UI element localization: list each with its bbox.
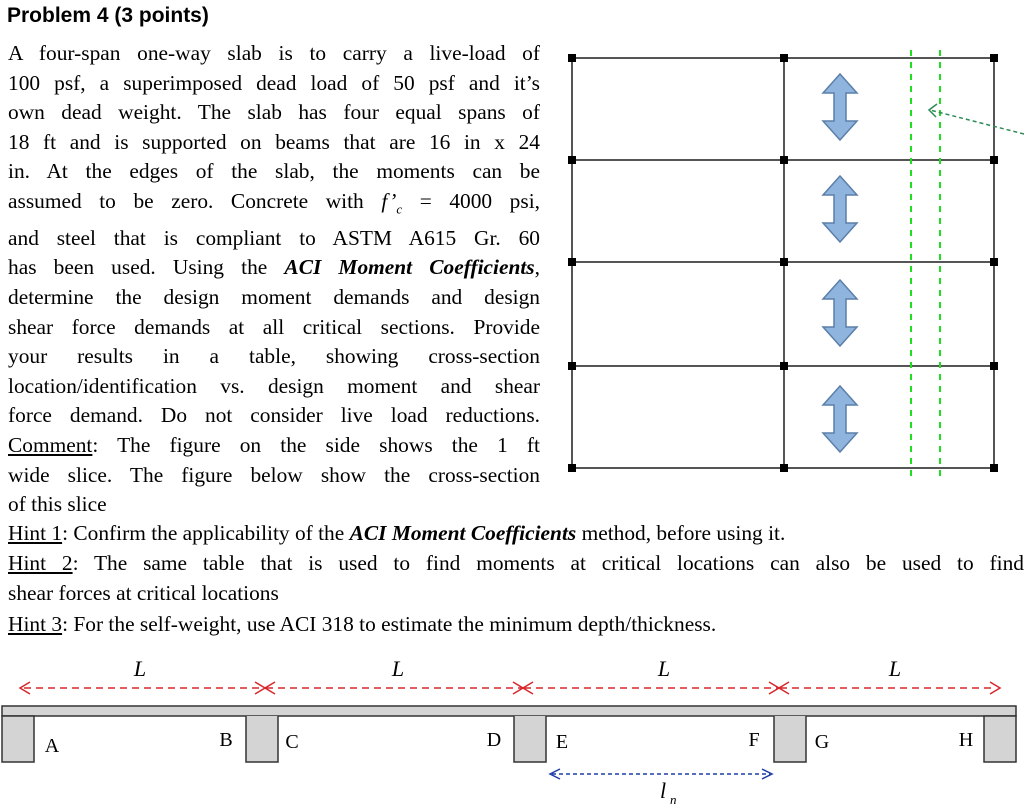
column-marker <box>568 156 576 164</box>
comment-line <box>8 431 540 461</box>
column-marker <box>780 464 788 472</box>
double-arrow-icon <box>823 280 857 346</box>
column-marker <box>780 362 788 370</box>
double-arrow-icon <box>823 386 857 452</box>
section-label-h: H <box>958 729 974 751</box>
statement-line: 18 ft and is supported on beams that are 16 in x 24 <box>8 129 540 154</box>
span-label: L <box>657 656 671 681</box>
column-marker <box>568 258 576 266</box>
comment-line: of this slice <box>8 492 107 517</box>
span-direction-arrows <box>823 74 857 452</box>
problem-title: Problem 4 (3 points) <box>7 4 209 27</box>
section-label-c: C <box>285 731 299 753</box>
statement-line: your results in a table, showing cross-section <box>8 344 540 369</box>
statement-line: location/identification vs. design moment and shear <box>8 373 540 398</box>
comment-line: wide slice. The figure below show the cross-section <box>8 462 540 487</box>
arrowhead-icon <box>255 682 265 694</box>
strip-pointer-line <box>930 110 1024 134</box>
column-marker <box>990 54 998 62</box>
arrowhead-icon <box>523 682 533 694</box>
section-label-g: G <box>814 731 830 753</box>
arrowhead-icon <box>779 682 789 694</box>
slab-section <box>2 706 1016 762</box>
statement-line: in. At the edges of the slab, the moments can be <box>8 159 540 184</box>
arrowhead-icon <box>513 682 523 694</box>
column-marker <box>568 362 576 370</box>
span-arrowheads <box>20 682 1000 694</box>
arrowhead-icon <box>990 682 1000 694</box>
arrowhead-icon <box>265 682 275 694</box>
concrete-pre: assumed to be zero. Concrete with <box>8 188 382 213</box>
hint-3-text: : For the self-weight, use ACI 318 to estimate the minimum depth/thickness. <box>62 611 717 636</box>
section-label-d: D <box>486 729 502 751</box>
arrowhead-icon <box>20 682 30 694</box>
aci-line <box>8 253 540 283</box>
hint-2-label: Hint 2 <box>8 551 73 576</box>
hint-2 <box>8 548 1024 578</box>
double-arrow-icon <box>823 176 857 242</box>
section-label-e: E <box>555 731 569 753</box>
concrete-post: = 4000 psi, <box>402 188 540 213</box>
span-label: L <box>391 656 405 681</box>
support-beam-a <box>2 716 34 762</box>
statement-line: own dead weight. The slab has four equal spans of <box>8 100 540 125</box>
hint-1-pre: : Confirm the applicability of the <box>62 521 350 545</box>
statement-line: force demand. Do not consider live load reductions. <box>8 403 540 428</box>
aci-pre: has been used. Using the <box>8 255 285 280</box>
column-marker <box>780 258 788 266</box>
support-beam-h <box>984 716 1016 762</box>
concrete-strength-line <box>8 187 540 224</box>
comment-text: : The figure on the side shows the 1 ft <box>92 433 540 457</box>
support-beam-fg <box>774 716 806 762</box>
arrowhead-icon <box>769 682 779 694</box>
statement-line: and steel that is compliant to ASTM A615 Gr. 60 <box>8 225 540 250</box>
aci-post: , <box>534 255 540 280</box>
hint-2-text: : The same table that is used to find moments at critical locations can also be used to find <box>72 551 1024 576</box>
column-marker <box>990 362 998 370</box>
statement-line: 100 psf, a superimposed dead load of 50 psf and it’s <box>8 70 540 95</box>
section-label-a: A <box>44 735 60 757</box>
clear-span-subscript: n <box>670 792 677 806</box>
span-labels <box>133 656 901 681</box>
section-labels <box>45 729 973 757</box>
clear-span-label: l <box>660 778 667 803</box>
section-label-b: B <box>219 729 233 751</box>
statement-line: determine the design moment demands and design <box>8 285 540 310</box>
statement-line: shear force demands at all critical sections. Provide <box>8 314 540 339</box>
hint-1-post: method, before using it. <box>576 521 786 545</box>
support-beam-bc <box>246 716 278 762</box>
slice-strip <box>911 50 940 478</box>
aci-emphasis: ACI Moment Coefficients <box>284 255 535 280</box>
hint-3-label: Hint 3 <box>8 611 63 636</box>
column-marker <box>780 156 788 164</box>
slab-strip <box>2 706 1016 716</box>
fc-symbol: f’ <box>381 188 397 213</box>
column-marker <box>568 54 576 62</box>
column-marker <box>990 464 998 472</box>
fc-subscript: c <box>396 201 403 217</box>
arrowhead-icon <box>929 104 937 117</box>
double-arrow-icon <box>823 74 857 140</box>
strip-pointer <box>929 104 1024 134</box>
column-marker <box>568 464 576 472</box>
statement-line: A four-span one-way slab is to carry a live-load of <box>8 41 540 65</box>
hint-1-label: Hint 1 <box>8 521 63 545</box>
span-label: L <box>133 656 147 681</box>
problem-statement <box>8 39 540 520</box>
arrowhead-icon <box>550 769 560 779</box>
column-marker <box>780 54 788 62</box>
comment-label: Comment <box>8 433 93 457</box>
column-marker <box>990 258 998 266</box>
hint-1 <box>8 518 1024 548</box>
column-markers <box>568 54 998 472</box>
span-label: L <box>888 656 902 681</box>
plan-grid <box>572 58 994 468</box>
column-marker <box>990 156 998 164</box>
section-label-f: F <box>748 729 760 751</box>
hint-2-cont: shear forces at critical locations <box>8 581 279 606</box>
clear-span-dimension <box>550 769 772 779</box>
hint-1-emphasis: ACI Moment Coefficients <box>349 521 577 545</box>
hint-3 <box>8 609 1024 639</box>
hints-block <box>8 518 1024 639</box>
arrowhead-icon <box>762 769 772 779</box>
support-beam-de <box>514 716 546 762</box>
